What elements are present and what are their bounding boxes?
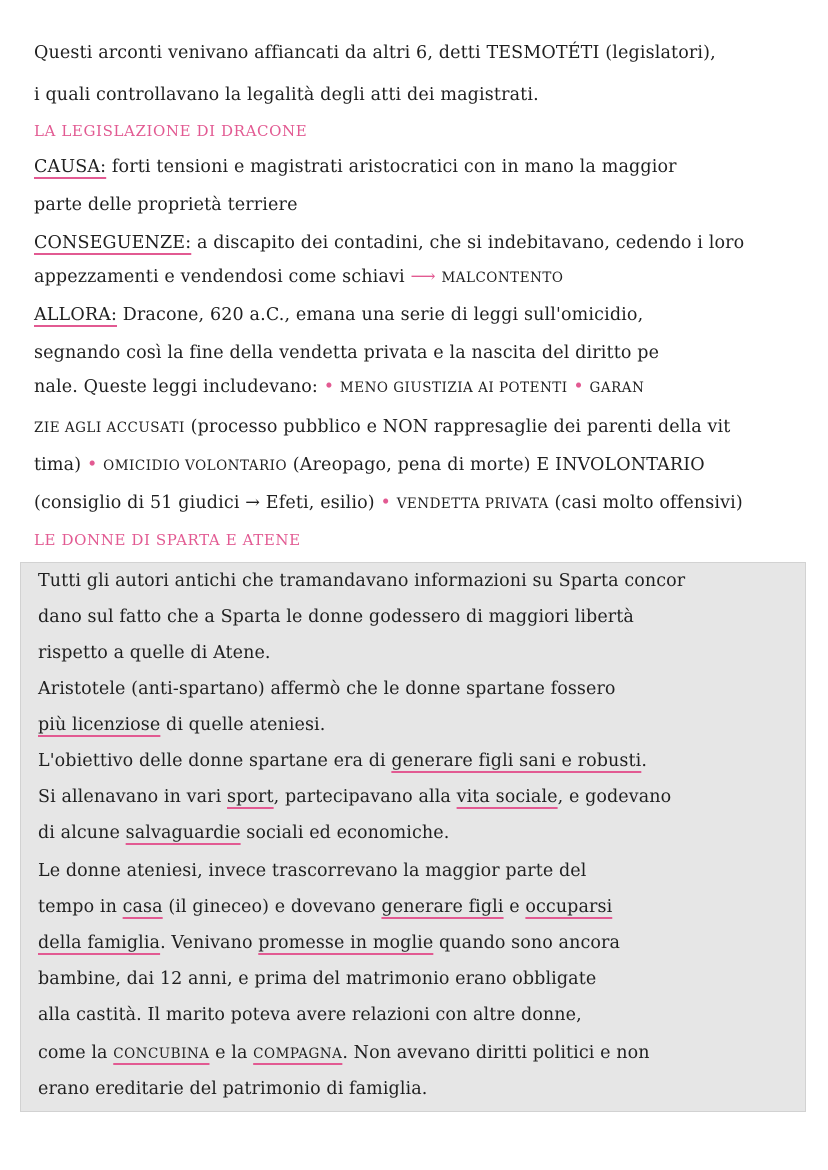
item-garanzie-b: ZIE AGLI ACCUSATI	[34, 420, 185, 436]
box-text: quando sono ancora	[433, 933, 620, 953]
box-text: di alcune	[38, 823, 126, 843]
box-line-12: bambine, dai 12 anni, e prima del matrimonio erano obbligate	[38, 969, 597, 989]
item-omicidio-c: (consiglio di 51 giudici → Efeti, esilio)	[34, 493, 375, 513]
malcontento-label: MALCONTENTO	[441, 270, 564, 286]
box-text: (il gineceo) e dovevano	[162, 897, 382, 917]
underlined-phrase: più licenziose	[38, 715, 161, 735]
allora-line-3	[34, 372, 814, 402]
causa-label: CAUSA:	[34, 157, 107, 177]
item-garanzie-c: (processo pubblico e NON rappresaglie dei parenti della vit	[190, 417, 731, 437]
allora-label: ALLORA:	[34, 305, 117, 325]
causa-line-2: parte delle proprietà terriere	[34, 195, 298, 215]
conseguenze-line	[34, 228, 814, 258]
box-line-13: alla castità. Il marito poteva avere relazioni con altre donne,	[38, 1005, 582, 1025]
allora-line	[34, 300, 814, 330]
box-line-4: Aristotele (anti-spartano) affermò che le donne spartane fossero	[38, 679, 616, 699]
garanzie-line	[34, 412, 814, 442]
box-line-9: Le donne ateniesi, invece trascorrevano la maggior parte del	[38, 861, 587, 881]
box-text: , partecipavano alla	[273, 787, 457, 807]
item-omicidio-b: (Areopago, pena di morte) E INVOLONTARIO	[292, 455, 705, 475]
box-text: sociali ed economiche.	[240, 823, 450, 843]
box-text: e la	[209, 1043, 254, 1063]
box-text: .	[641, 751, 647, 771]
arrow-icon: ⟶	[410, 267, 436, 287]
underlined-phrase: COMPAGNA	[253, 1046, 343, 1062]
conseguenze-label: CONSEGUENZE:	[34, 233, 192, 253]
bullet-icon: •	[380, 493, 391, 513]
underlined-phrase: sport	[227, 787, 274, 807]
conseguenze-text-2: appezzamenti e vendendosi come schiavi	[34, 267, 405, 287]
underlined-phrase: CONCUBINA	[113, 1046, 210, 1062]
box-text: . Non avevano diritti politici e non	[342, 1043, 650, 1063]
bullet-icon: •	[323, 377, 335, 397]
box-line-3: rispetto a quelle di Atene.	[38, 643, 271, 663]
underlined-phrase: salvaguardie	[125, 823, 241, 843]
efeti-line	[34, 488, 814, 518]
box-text: , e godevano	[557, 787, 672, 807]
underlined-phrase: promesse in moglie	[258, 933, 434, 953]
item-omicidio-a: OMICIDIO VOLONTARIO	[103, 458, 288, 474]
item-vendetta-a: VENDETTA PRIVATA	[396, 496, 549, 512]
item-garanzie-d: tima)	[34, 455, 82, 475]
bullet-icon: •	[573, 377, 584, 397]
box-text: L'obiettivo delle donne spartane era di	[38, 751, 392, 771]
box-line-1: Tutti gli autori antichi che tramandavano informazioni su Sparta concor	[38, 571, 686, 591]
underlined-phrase: casa	[122, 897, 163, 917]
section-title-donne: LE DONNE DI SPARTA E ATENE	[34, 531, 301, 549]
box-text: Si allenavano in vari	[38, 787, 228, 807]
box-line-11	[38, 928, 798, 958]
item-meno-giustizia: MENO GIUSTIZIA AI POTENTI	[339, 380, 568, 396]
section-title-dracone: LA LEGISLAZIONE DI DRACONE	[34, 122, 308, 140]
allora-text: Dracone, 620 a.C., emana una serie di leggi sull'omicidio,	[122, 305, 644, 325]
item-vendetta-b: (casi molto offensivi)	[554, 493, 743, 513]
box-line-10	[38, 892, 798, 922]
omicidio-line	[34, 450, 814, 480]
box-line-6	[38, 746, 798, 776]
item-garanzie-a: GARAN	[589, 380, 645, 396]
causa-text: forti tensioni e magistrati aristocratici con in mano la maggior	[111, 157, 677, 177]
box-text: tempo in	[38, 897, 123, 917]
conseguenze-line-2	[34, 262, 814, 292]
box-line-7	[38, 782, 798, 812]
underlined-phrase: occuparsi	[525, 897, 613, 917]
box-line-8	[38, 818, 798, 848]
underlined-phrase: vita sociale	[456, 787, 558, 807]
box-line-2: dano sul fatto che a Sparta le donne godessero di maggiori libertà	[38, 607, 634, 627]
box-line-5	[38, 710, 798, 740]
box-line-15: erano ereditarie del patrimonio di famiglia.	[38, 1079, 428, 1099]
underlined-phrase: generare figli	[381, 897, 504, 917]
underlined-phrase: generare figli sani e robusti	[391, 751, 642, 771]
box-text: come la	[38, 1043, 114, 1063]
box-line-14	[38, 1038, 798, 1068]
allora-line-2: segnando così la fine della vendetta privata e la nascita del diritto pe	[34, 343, 660, 363]
box-text: e	[503, 897, 526, 917]
bullet-icon: •	[86, 455, 98, 475]
intro-line-1: Questi arconti venivano affiancati da altri 6, detti TESMOTÉTI (legislatori),	[34, 43, 716, 63]
box-text: . Venivano	[160, 933, 259, 953]
allora-text-3: nale. Queste leggi includevano:	[34, 377, 318, 397]
intro-line-2: i quali controllavano la legalità degli atti dei magistrati.	[34, 85, 539, 105]
box-text: di quelle ateniesi.	[160, 715, 326, 735]
underlined-phrase: della famiglia	[38, 933, 161, 953]
conseguenze-text: a discapito dei contadini, che si indebitavano, cedendo i loro	[196, 233, 745, 253]
causa-line	[34, 152, 814, 182]
